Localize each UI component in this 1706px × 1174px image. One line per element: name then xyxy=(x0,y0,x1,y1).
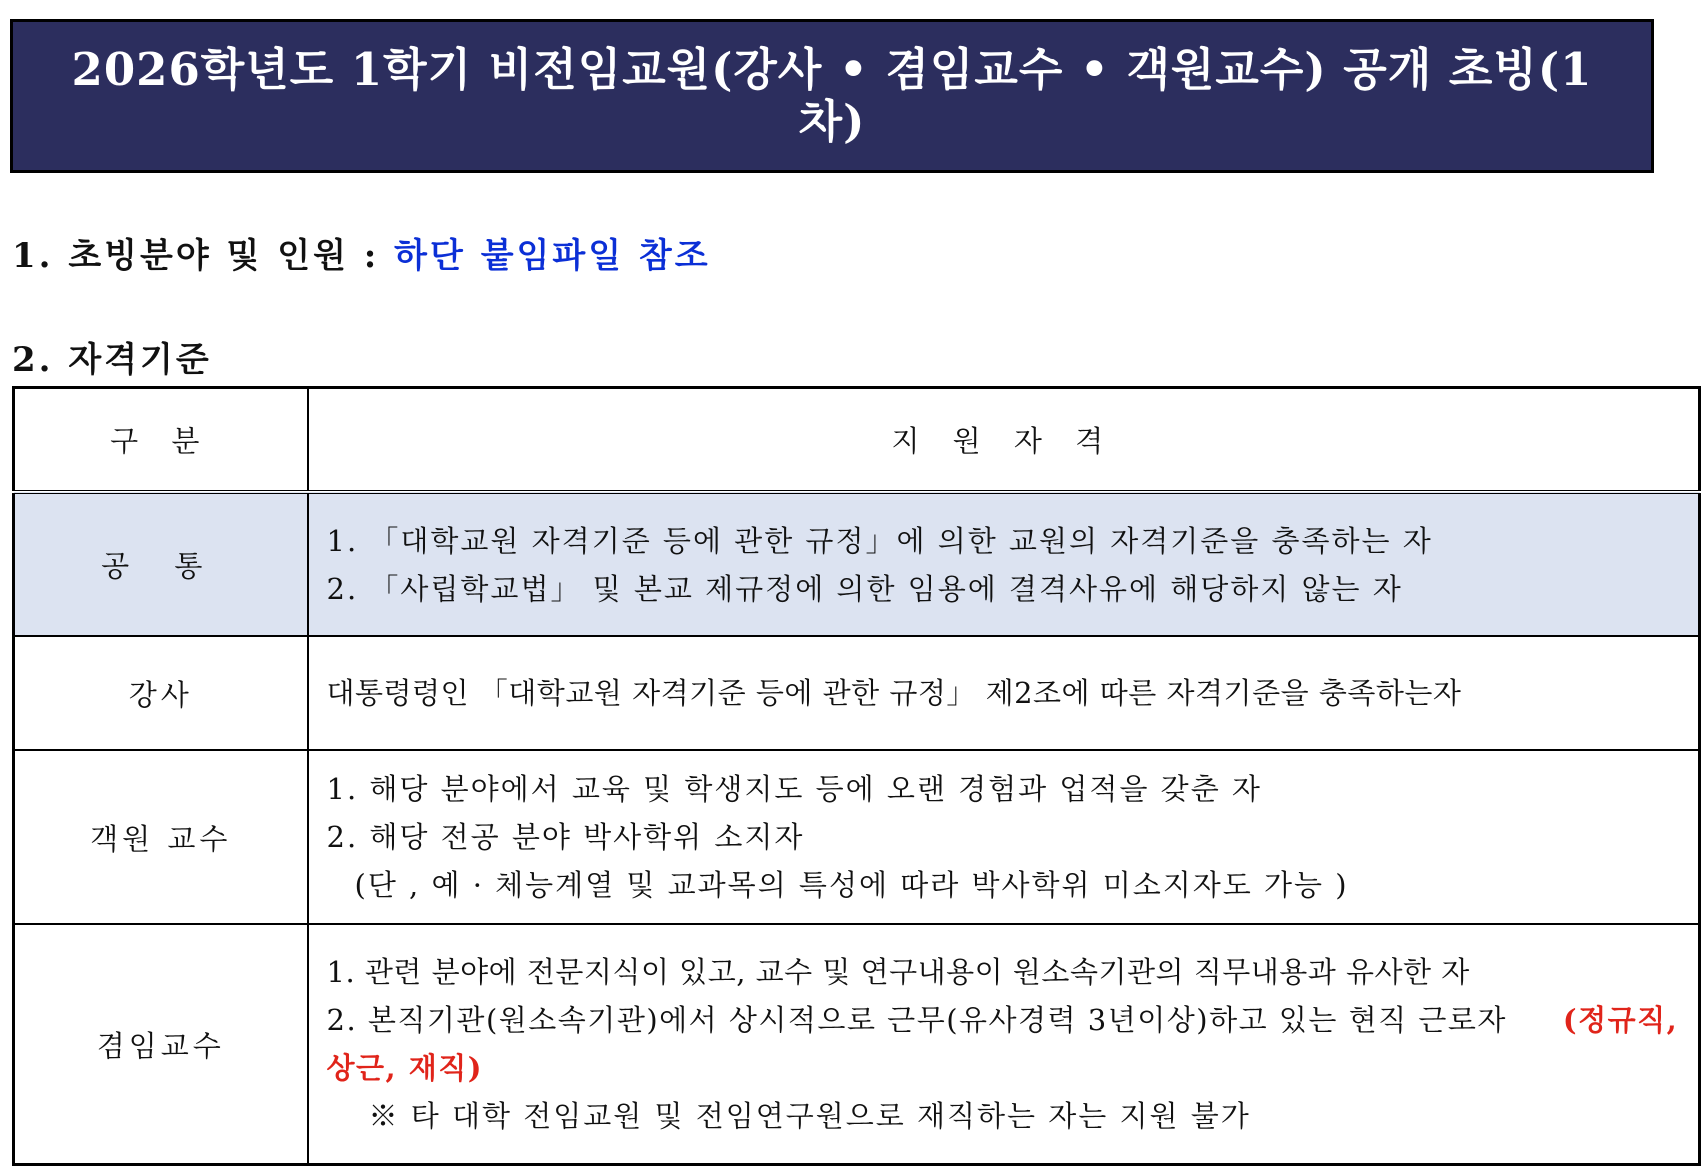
section-qualifications-heading: 2. 자격기준 xyxy=(12,340,212,380)
table-row-common xyxy=(14,492,1700,636)
attachment-reference: 하단 붙임파일 참조 xyxy=(394,236,711,276)
category-lecturer: 강사 xyxy=(14,636,308,750)
header-qualification: 지 원 자 격 xyxy=(308,388,1700,493)
adjunct-line-2-wrapper xyxy=(327,996,1685,1092)
lecturer-line-1: 대통령령인 「대학교원 자격기준 등에 관한 규정」 제2조에 따른 자격기준을 충족하는자 xyxy=(326,676,1462,710)
category-common: 공 통 xyxy=(14,492,308,636)
content-visiting-professor xyxy=(308,750,1700,924)
content-common xyxy=(308,492,1700,636)
adjunct-line-2: 2. 본직기관(원소속기관)에서 상시적으로 근무(유사경력 3년이상)하고 있는 현직 근로자 xyxy=(326,1003,1507,1037)
visiting-line-1: 1. 해당 분야에서 교육 및 학생지도 등에 오랜 경험과 업적을 갖춘 자 xyxy=(326,772,1262,806)
employment-condition-highlight: (정규직, 상근, 재직) xyxy=(326,1003,1679,1085)
visiting-line-3: (단 , 예 · 체능계열 및 교과목의 특성에 따라 박사학위 미소지자도 가능 ) xyxy=(354,868,1349,902)
header-category: 구 분 xyxy=(14,388,308,493)
qualification-table xyxy=(12,386,1701,1166)
section1-label: 1. 초빙분야 및 인원 xyxy=(12,236,349,276)
adjunct-line-1: 1. 관련 분야에 전문지식이 있고, 교수 및 연구내용이 원소속기관의 직무내용과 유사한 자 xyxy=(326,955,1470,989)
section-recruitment-field xyxy=(12,228,711,277)
table-header-row xyxy=(14,388,1700,493)
table-row-visiting-professor xyxy=(14,750,1700,924)
adjunct-note: ※ 타 대학 전임교원 및 전임연구원으로 재직하는 자는 지원 불가 xyxy=(368,1099,1251,1133)
table-row-adjunct-professor xyxy=(14,924,1700,1165)
category-visiting-professor: 객원 교수 xyxy=(14,750,308,924)
page-title: 2026학년도 1학기 비전임교원(강사 • 겸임교수 • 객원교수) 공개 초빙(1차) xyxy=(71,43,1593,148)
title-banner xyxy=(10,19,1654,173)
category-adjunct-professor: 겸임교수 xyxy=(14,924,308,1165)
visiting-line-2: 2. 해당 전공 분야 박사학위 소지자 xyxy=(326,820,805,854)
common-line-1: 1. 「대학교원 자격기준 등에 관한 규정」에 의한 교원의 자격기준을 충족하는 자 xyxy=(326,523,1433,558)
common-line-2: 2. 「사립학교법」 및 본교 제규정에 의한 임용에 결격사유에 해당하지 않는 자 xyxy=(326,571,1403,606)
content-adjunct-professor xyxy=(308,924,1700,1165)
table-row-lecturer xyxy=(14,636,1700,750)
content-lecturer xyxy=(308,636,1700,750)
section1-separator: : xyxy=(363,236,380,276)
